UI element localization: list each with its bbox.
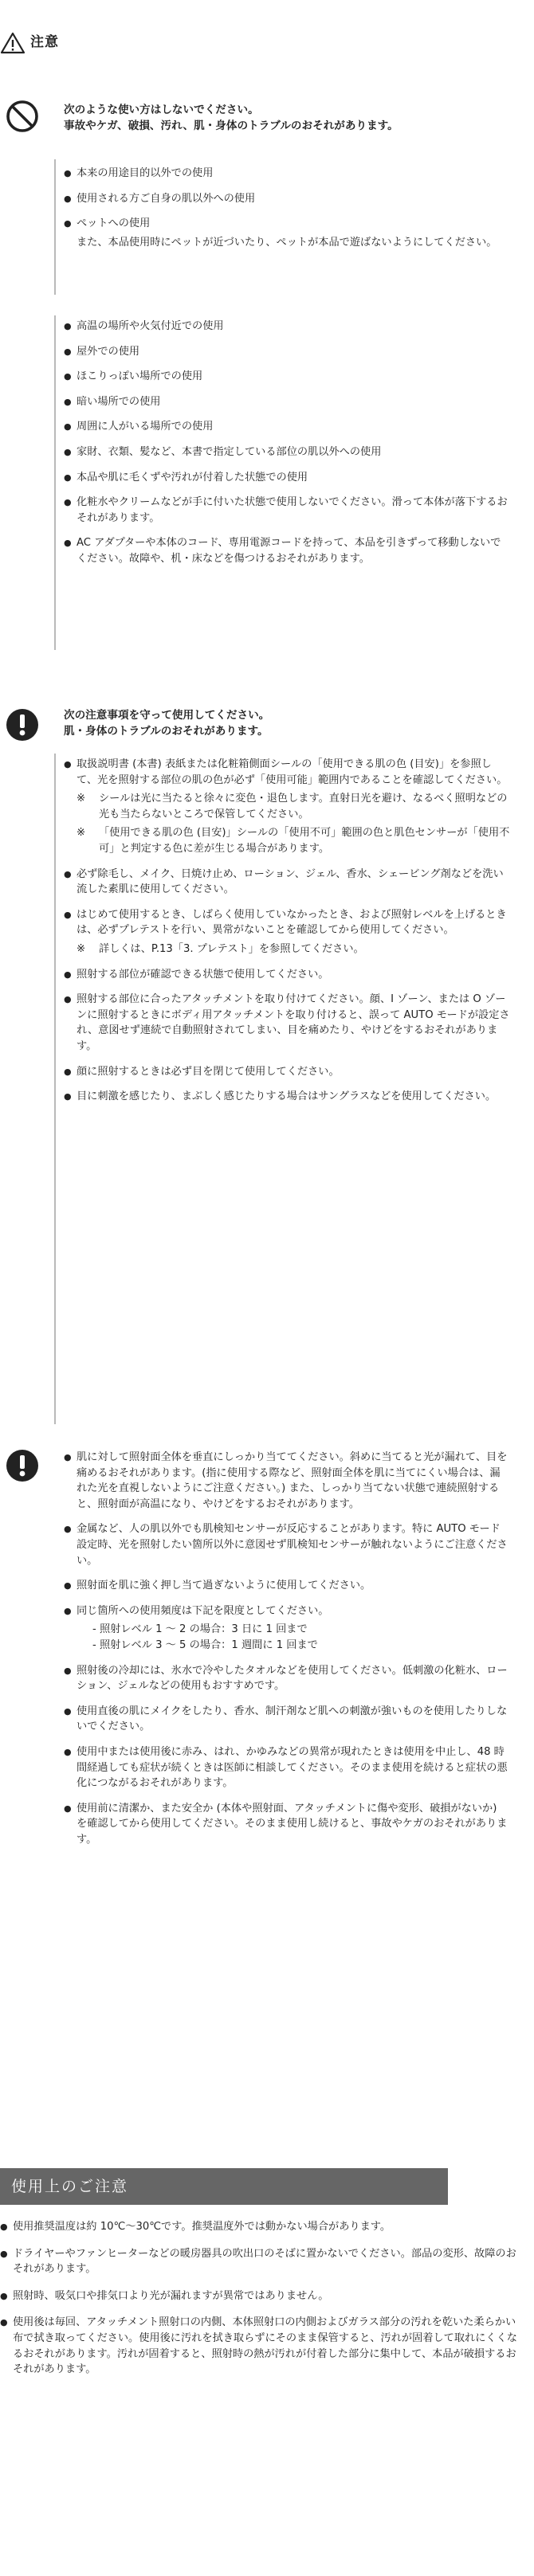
group-divider-1 [54, 159, 56, 295]
note-mark: ※ [77, 793, 86, 805]
list-item: ● 金属など、人の肌以外でも肌検知センサーが反応することがあります。特に AUTO モード設定時、光を照射したい箇所以外に意図せず肌検知センサーが触れないようにご注意ください。 [64, 1521, 510, 1568]
exclamation-icon [5, 707, 40, 742]
list-item: ● 使用推奨温度は約 10℃～30℃です。推奨温度外では動かない場合があります。 [0, 2219, 518, 2235]
caution-title-row [0, 27, 59, 59]
list-item: ● 本来の用途目的以外での使用 [64, 166, 510, 182]
caution-section-2 [64, 1450, 510, 1857]
group-divider-3 [54, 754, 56, 1424]
prohibition-group-1 [64, 166, 510, 250]
note [77, 942, 510, 957]
list-item: ● 照射後の冷却には、氷水で冷やしたタオルなどを使用してください。低刺激の化粧水、ローション、ジェルなどの使用もおすすめです。 [64, 1663, 510, 1694]
list-item: ● 暗い場所での使用 [64, 394, 510, 410]
note-text: シールは光に当たると徐々に変色・退色します。直射日光を避け、なるべく照明などの光も当たらないところで保管してください。 [99, 793, 508, 820]
prohibition-heading-1: 次のような使い方はしないでください。 [64, 104, 259, 116]
usage-notes-banner: 使用上のご注意 [0, 2168, 448, 2205]
note-text: 「使用できる肌の色 (目安)」シールの「使用不可」範囲の色と肌色センサーが「使用不可」と判定する色に差が生じる場合があります。 [99, 827, 510, 855]
note [77, 825, 510, 856]
list-item: ● ほこりっぽい場所での使用 [64, 369, 510, 385]
caution-section [64, 707, 510, 739]
list-item: ● 化粧水やクリームなどが手に付いた状態で使用しないでください。滑って本体が落下するおそれがあります。 [64, 495, 510, 526]
list-item: ● 肌に対して照射面全体を垂直にしっかり当ててください。斜めに当てると光が漏れて、目を痛めるおそれがあります。(指に使用する際など、照射面全体を肌に当てにくい場合は、漏れた光を直視しないようにご注意ください。) また、しっかり当てない状態で連続照射すると、照射面が高温になり、やけどをするおそれがあります。 [64, 1450, 510, 1512]
warning-triangle-icon [0, 31, 26, 55]
note [77, 791, 510, 822]
caution-heading-2: 肌・身体のトラブルのおそれがあります。 [64, 725, 269, 738]
list-item: ● 使用直後の肌にメイクをしたり、香水、制汗剤など肌への刺激が強いものを使用したりしないでください。 [64, 1704, 510, 1735]
usage-notes-list [0, 2219, 518, 2389]
exclamation-icon [5, 1448, 40, 1483]
frequency-limit-2: - 照射レベル 3 ～ 5 の場合：1 週間に 1 回まで [92, 1638, 318, 1651]
list-item: ● 屋外での使用 [64, 344, 510, 360]
prohibition-section [64, 102, 510, 134]
list-item: ● 照射面を肌に強く押し当て過ぎないように使用してください。 [64, 1578, 510, 1594]
list-item: ● ドライヤーやファンヒーターなどの暖房器具の吹出口のそばに置かないでください。部品の変形、故障のおそれがあります。 [0, 2246, 518, 2277]
list-item: ● AC アダプターや本体のコード、専用電源コードを持って、本品を引きずって移動しないでください。故障や、机・床などを傷つけるおそれがあります。 [64, 535, 510, 566]
list-item: ● 顔に照射するときは必ず目を閉じて使用してください。 [64, 1064, 510, 1080]
list-item: ● 照射する部位に合ったアタッチメントを取り付けてください。顔、I ゾーン、または O ゾーンに照射するときにボディ用アタッチメントを取り付けると、誤って AUTO モードが設定され、意図せず連続で自動照射されてしまい、目を痛めたり、やけどをするおそれがあります。 [64, 992, 510, 1054]
prohibition-heading-2: 事故やケガ、破損、汚れ、肌・身体のトラブルのおそれがあります。 [64, 119, 399, 132]
list-item: ● 照射時、吸気口や排気口より光が漏れますが異常ではありません。 [0, 2288, 518, 2304]
prohibition-icon [5, 99, 40, 134]
list-item: ● 周囲に人がいる場所での使用 [64, 419, 510, 435]
pet-note: また、本品使用時にペットが近づいたり、ペットが本品で遊ばないようにしてください。 [77, 236, 497, 249]
list-item: ● 取扱説明書 (本書) 表紙または化粧箱側面シールの「使用できる肌の色 (目安)」を参照して、光を照射する部位の肌の色が必ず「使用可能」範囲内であることを確認してください。 [64, 757, 510, 788]
caution-heading-1: 次の注意事項を守って使用してください。 [64, 709, 270, 722]
list-item: ● 使用される方ご自身の肌以外への使用 [64, 191, 510, 207]
list-item: ● 同じ箇所への使用頻度は下記を限度としてください。 [64, 1603, 510, 1619]
list-item: ● 必ず除毛し、メイク、日焼け止め、ローション、ジェル、香水、シェービング剤などを洗い流した素肌に使用してください。 [64, 867, 510, 898]
list-item: ● 目に刺激を感じたり、まぶしく感じたりする場合はサングラスなどを使用してください。 [64, 1089, 510, 1105]
page-title: 注意 [30, 34, 59, 51]
list-item: ● 使用後は毎回、アタッチメント照射口の内側、本体照射口の内側およびガラス部分の汚れを乾いた柔らかい布で拭き取ってください。使用後に汚れを拭き取らずにそのまま保管すると、汚れが固着して取れにくくなるおそれがあります。汚れが固着すると、照射時の熱が汚れが付着した部分に集中して、本品が破損するおそれがあります。 [0, 2315, 518, 2377]
caution-group-1 [64, 757, 510, 1114]
list-item: ● 本品や肌に毛くずや汚れが付着した状態での使用 [64, 470, 510, 486]
list-item: ● 使用前に清潔か、また安全か (本体や照射面、アタッチメントに傷や変形、破損がないか) を確認してから使用してください。そのまま使用し続けると、事故やケガのおそれがあります。 [64, 1801, 510, 1848]
note-mark: ※ [77, 942, 86, 955]
list-item: ● 照射する部位が確認できる状態で使用してください。 [64, 967, 510, 983]
note-text: 詳しくは、P.13「3. プレテスト」を参照してください。 [99, 942, 364, 955]
list-item: ● はじめて使用するとき、しばらく使用していなかったとき、および照射レベルを上げるときは、必ずプレテストを行い、異常がないことを確認してから使用してください。 [64, 907, 510, 938]
group-divider-2 [54, 315, 56, 650]
list-item: ● 家財、衣類、髪など、本書で指定している部位の肌以外への使用 [64, 444, 510, 460]
prohibition-group-2 [64, 319, 510, 577]
list-item: ● 使用中または使用後に赤み、はれ、かゆみなどの異常が現れたときは使用を中止し、48 時間経過しても症状が続くときは医師に相談してください。そのまま使用を続けると症状の悪化につながるおそれがあります。 [64, 1744, 510, 1791]
list-item: ● ペットへの使用 [64, 216, 510, 232]
frequency-limit-1: - 照射レベル 1 ～ 2 の場合：3 日に 1 回まで [92, 1623, 308, 1636]
list-item: ● 高温の場所や火気付近での使用 [64, 319, 510, 335]
note-mark: ※ [77, 827, 86, 840]
